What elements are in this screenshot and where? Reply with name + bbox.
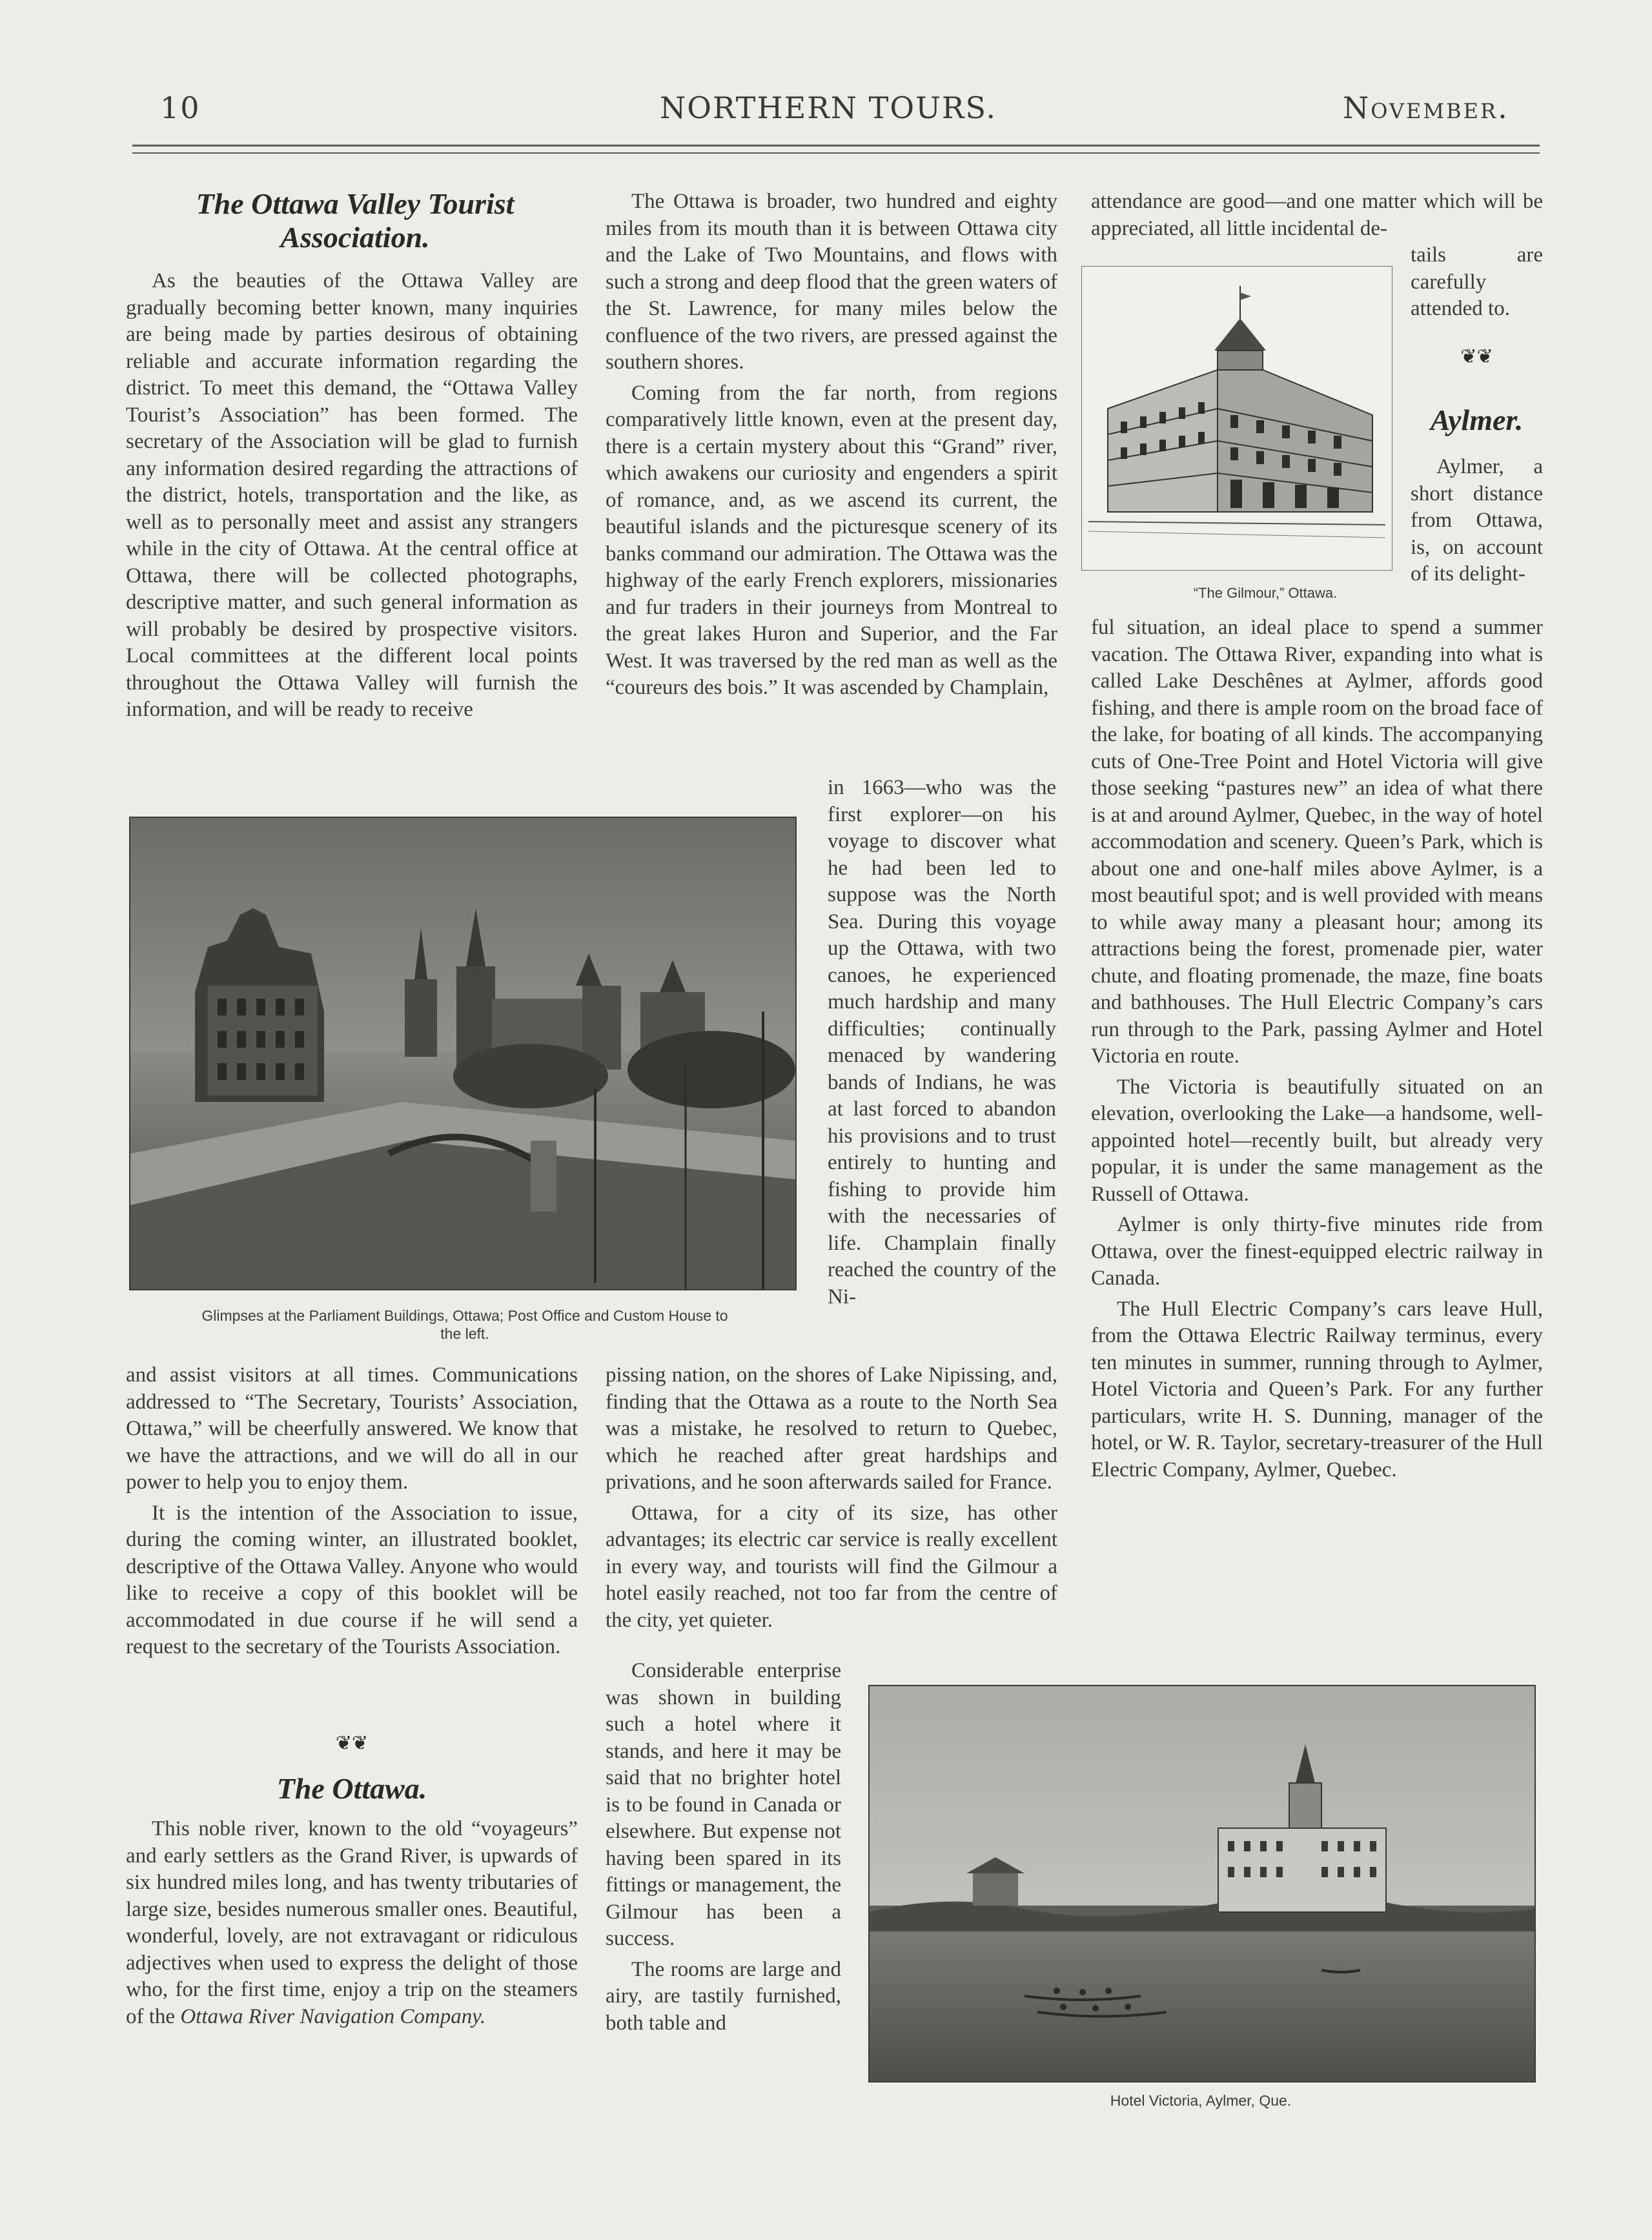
paragraph: Ottawa, for a city of its size, has other advantages; its electric car service is really excellent in every way, and tourists will find the Gilmour a hotel easily reached, not too far from the centre of the city, yet quieter. [606,1501,1057,1632]
title-line-1: The Ottawa Valley Tourist [196,187,515,220]
paragraph: Aylmer is only thirty-five minutes ride from Ottawa, over the finest-equipped electric railway in Canada. [1091,1213,1543,1290]
ornament-divider-aylmer: ❦❦ [1460,345,1493,368]
issue-month: November. [1343,90,1509,125]
aylmer-body [1091,615,1543,1483]
paragraph: Considerable enterprise was shown in building such a hotel where it stands, and here it may be said that no brighter hotel is to be found in Canada or elsewhere. But expense not having been spared in its fittings or management, the Gilmour has been a success. [606,1659,841,1950]
column3-intro [1091,188,1543,242]
parliament-photo-caption: Glimpses at the Parliament Buildings, Ottawa; Post Office and Custom House to the left. [201,1307,728,1342]
article1-body [126,268,578,778]
gilmour-caption: “The Gilmour,” Ottawa. [1193,585,1338,601]
title-line-2: Association. [280,221,430,254]
paragraph: ful situation, an ideal place to spend a summer vacation. The Ottawa River, expanding into what is called Lake Deschênes at Aylmer, affords good fishing, and there is ample room on the broad face of the lake, for boating of all kinds. The accompanying cuts of One-Tree Point and Hotel Victoria will give those seeking “pastures new” an idea of what there is at and around Aylmer, Quebec, in the way of hotel accommodation and scenery. Queen’s Park, which is about one and one-half miles above Aylmer, is a most beautiful spot; and is well provided with means to while away many a pleasant hour; among its attractions being the forest, promenade pier, water chute, and floating promenade, the maze, fine boats and bathhouses. The Hull Electric Company’s cars run through to the Park, passing Aylmer and Hotel Victoria en route. [1091,616,1543,1068]
gilmour-hotel-illustration [1081,266,1392,571]
parliament-buildings-photo [129,817,797,1290]
publication-title: NORTHERN TOURS. [660,90,997,125]
article2-gilmour-narrow [606,1658,841,2037]
aylmer-intro-narrow [1411,454,1543,588]
header-rule-bottom [132,152,1540,154]
hotel-victoria-caption: Hotel Victoria, Aylmer, Que. [1110,2092,1292,2109]
paragraph: The Ottawa is broader, two hundred and eighty miles from its mouth than it is between Ottawa city and the Lake of Two Mountains, and flows with such a strong and deep flood that the green waters of the St. Lawrence, for many miles below the confluence of the two rivers, are pressed against the southern shores. [606,190,1057,374]
article2-body-start [126,1816,578,2030]
paragraph: It is the intention of the Association to issue, during the coming winter, an illustrated booklet, descriptive of the Ottawa Valley. Anyone who would like to receive a copy of this booklet will be accommodated in due course if he will send a request to the secretary of the Tourists Association. [126,1501,578,1658]
paragraph: Coming from the far north, from regions comparatively little known, even at the present day, there is a certain mystery about this “Grand” river, which awakens our curiosity and engenders a spirit of romance, and, as we ascend its current, the beautiful islands and the picturesque scenery of its banks command our admiration. The Ottawa was the highway of the early French explorers, missionaries and fur traders in their journeys from Montreal to the great lakes Huron and Superior, and the Far West. It was traversed by the red man as well as the “coureurs des bois.” It was ascended by Champlain, [606,381,1057,699]
paragraph: As the beauties of the Ottawa Valley are gradually becoming better known, many inquiries are being made by parties desirous of obtaining reliable and accurate information regarding the district. To meet this demand, the “Ottawa Valley Tourist’s Association” has been formed. The secretary of the Association will be glad to furnish any information desired regarding the attractions of the district, hotels, transportation and the like, as well as to personally meet and assist any strangers while in the city of Ottawa. At the central office at Ottawa, there will be collected photographs, descriptive matter, and such general information as will probably be desired by prospective visitors. Local committees at the different local points throughout the Ottawa Valley will furnish the information, and will be ready to receive [126,269,578,721]
paragraph: attendance are good—and one matter which will be appreciated, all little incidental de- [1091,190,1543,240]
article1-body-continued [126,1362,578,1661]
company-name: Ottawa River Navigation Company. [180,2004,486,2028]
header-rule-top [132,145,1540,147]
hotel-victoria-photo [868,1685,1536,2082]
article-title-tourist-association [129,187,581,254]
paragraph: pissing nation, on the shores of Lake Nipissing, and, finding that the Ottawa as a route to the North Sea was a mistake, he resolved to return to Quebec, which he reached after great hardships and privations, and he soon afterwards sailed for France. [606,1363,1057,1494]
paragraph: The Hull Electric Company’s cars leave Hull, from the Ottawa Electric Railway terminus, every ten minutes in summer, running through to Aylmer, Hotel Victoria and Queen’s Park. For any further particulars, write H. S. Dunning, manager of the hotel, or W. R. Taylor, secretary-treasurer of the Hull Electric Company, Aylmer, Quebec. [1091,1297,1543,1481]
article2-body-col2 [606,188,1057,702]
paragraph-text: This noble river, known to the old “voyageurs” and early settlers as the Grand River, is upwards of six hundred miles long, and has twenty tributaries of large size, besides numerous smaller ones. Beautiful, wonderful, lovely, are not extravagant or ridiculous adjectives when used to express the delight of those who, for the first time, enjoy a trip on the steamers of the [126,1817,578,2028]
paragraph: The Victoria is beautifully situated on an elevation, overlooking the Lake—a handsome, well-appointed hotel—recently built, but already very popular, it is under the same management as the Russell of Ottawa. [1091,1075,1543,1206]
ornament-divider: ❦❦ [335,1732,369,1755]
article2-body-lower [606,1362,1057,1634]
column3-intro-narrow [1411,242,1543,323]
article2-champlain-narrow [828,775,1056,1362]
article-title-aylmer: Aylmer. [1430,403,1524,436]
paragraph: tails are carefully attended to. [1411,243,1543,320]
paragraph: Aylmer, a short distance from Ottawa, is, on account of its delight- [1411,455,1543,585]
page-number: 10 [160,90,201,125]
paragraph: The rooms are large and airy, are tastily furnished, both table and [606,1957,841,2035]
paragraph: in 1663—who was the first explorer—on his voyage to discover what he had been led to suppose was the North Sea. During this voyage up the Ottawa, with two canoes, he experienced much hardship and many difficulties; continually menaced by wandering bands of Indians, he was at last forced to abandon his provisions and to trust entirely to hunting and fishing to provide him with the necessaries of life. Champlain finally reached the country of the Ni- [828,776,1056,1308]
article-title-the-ottawa: The Ottawa. [276,1772,427,1805]
paragraph: and assist visitors at all times. Communications addressed to “The Secretary, Tourists’ Association, Ottawa,” will be cheerfully answered. We know that we have the attractions, and we will do all in our power to help you to enjoy them. [126,1363,578,1494]
